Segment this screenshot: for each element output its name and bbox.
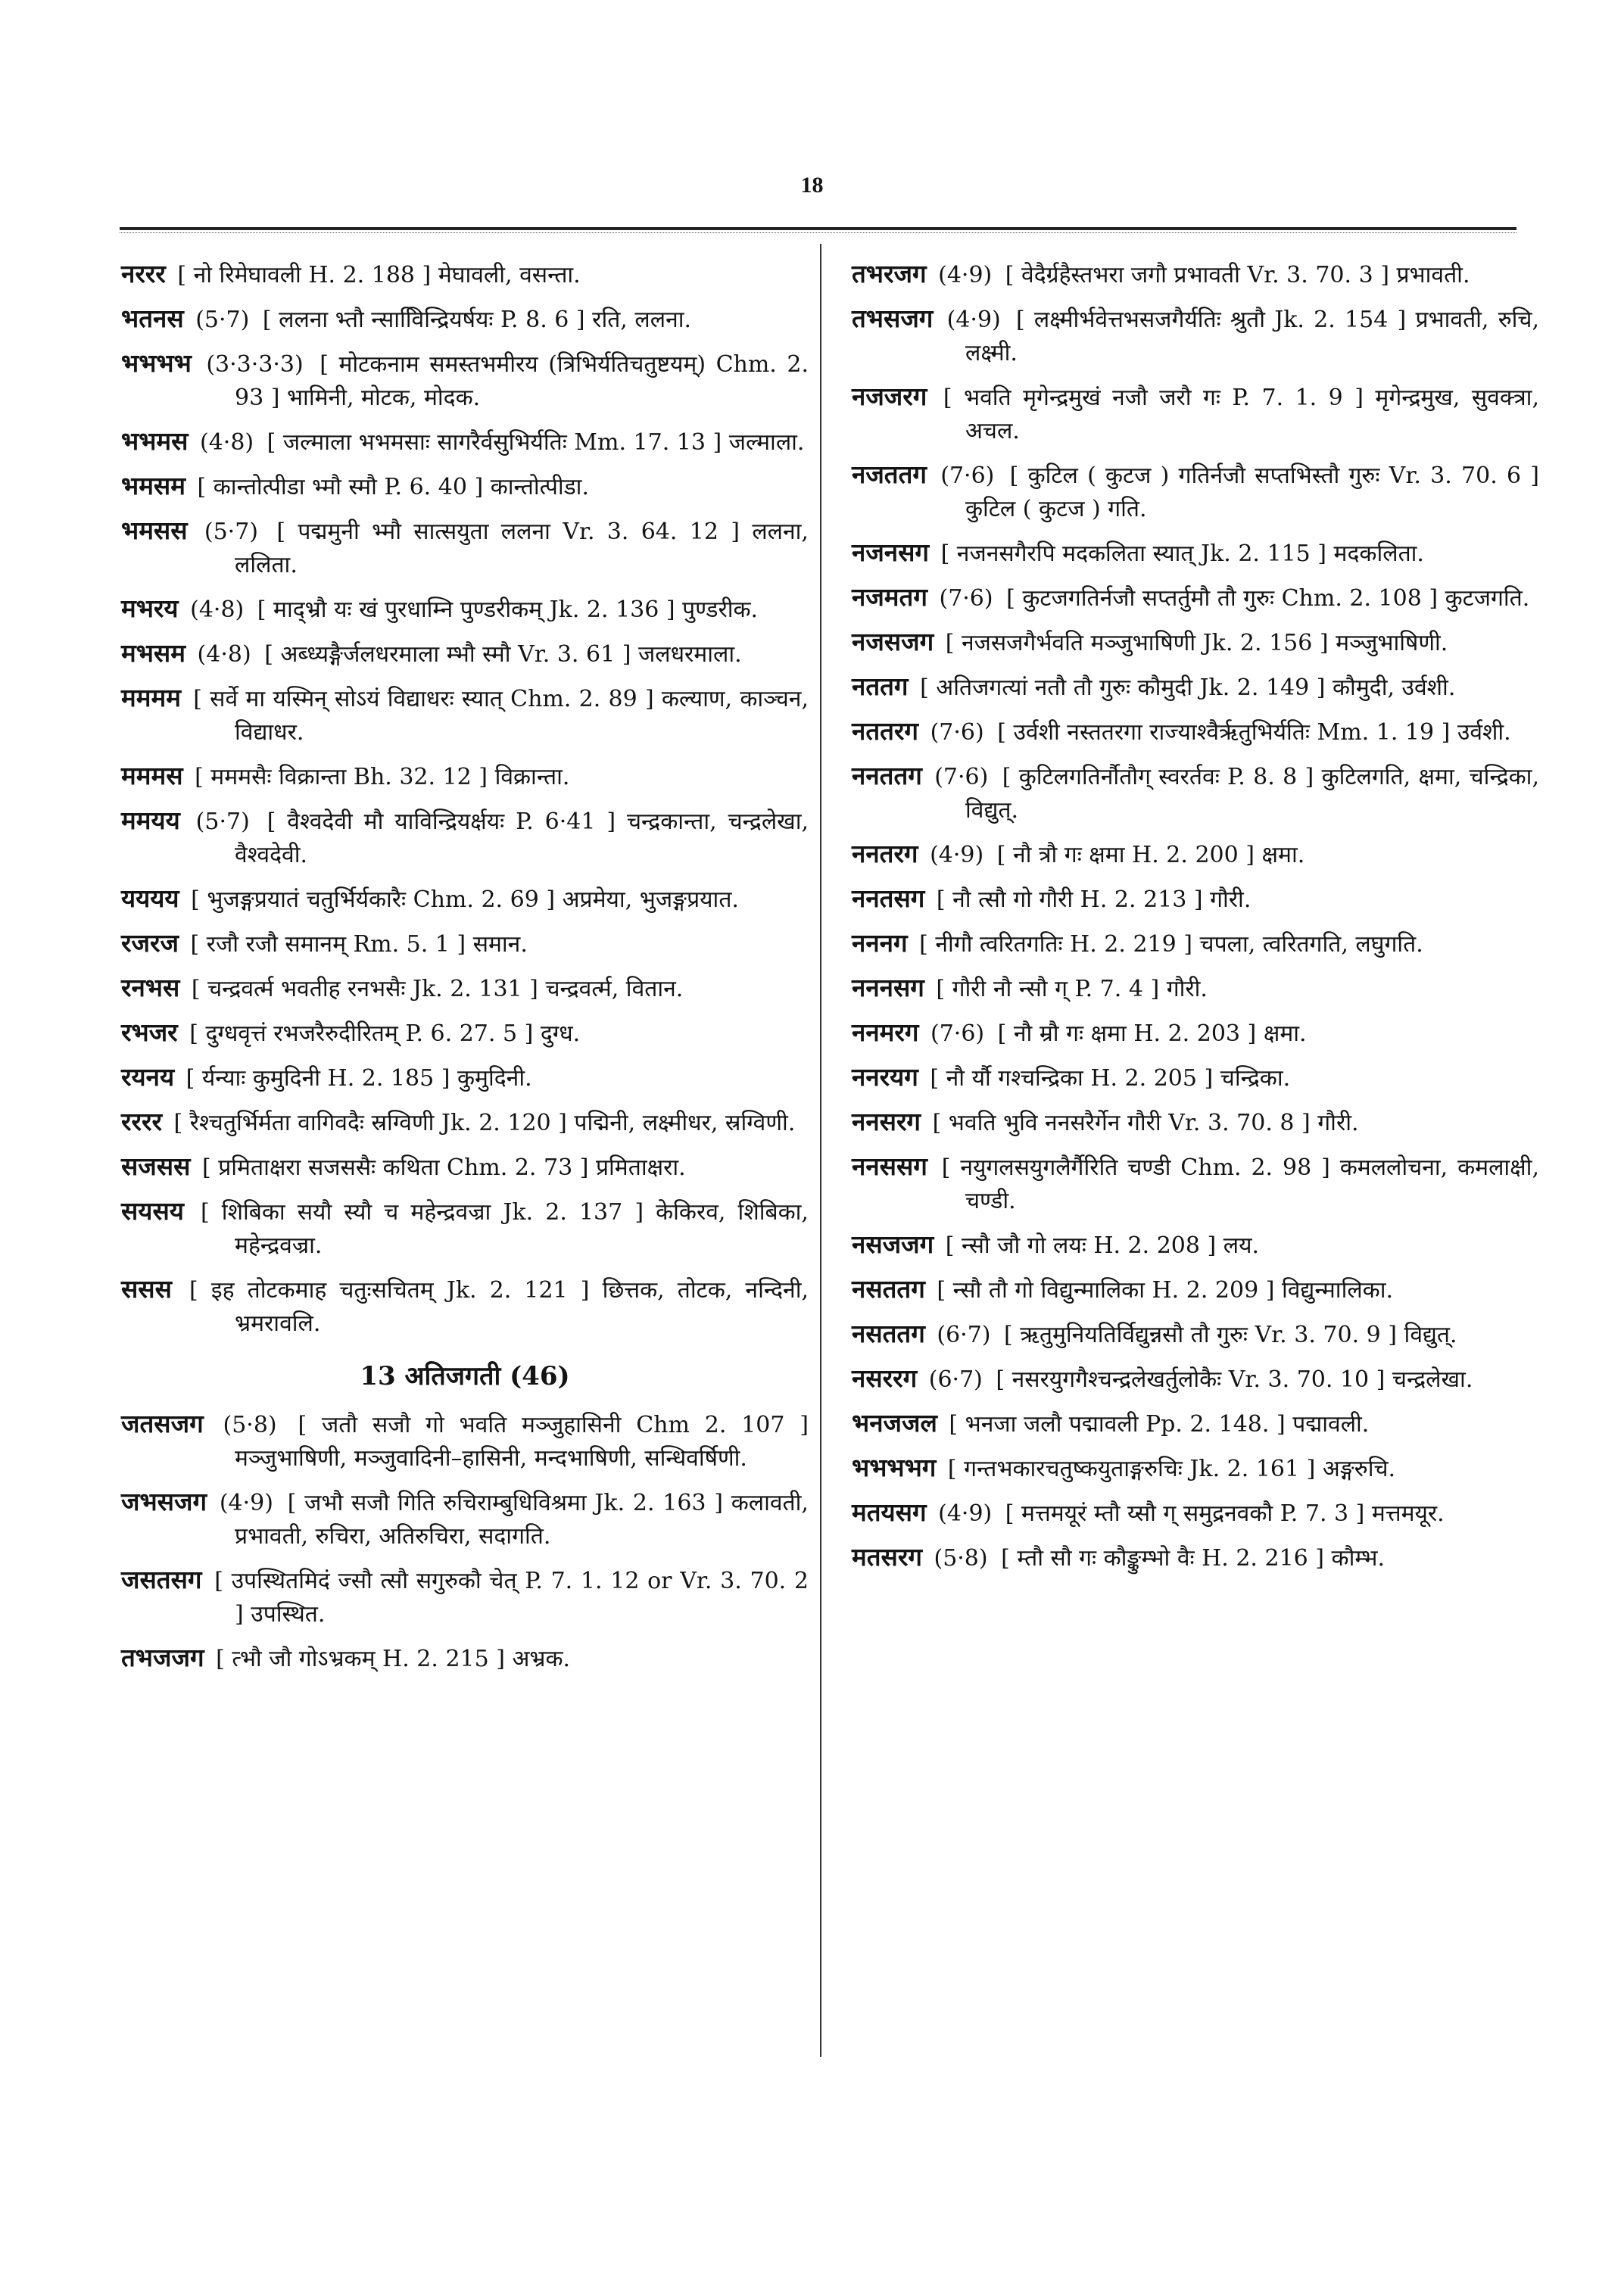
- entry-meters: मदकलिता.: [1333, 541, 1424, 567]
- entry-meters: कुटिल ( कुटज ) गति.: [965, 496, 1147, 522]
- entry-citation: [ र्यन्याः कुमुदिनी H. 2. 185 ]: [185, 1065, 450, 1092]
- meter-entry: [121, 469, 809, 504]
- meter-entry: [852, 1451, 1539, 1486]
- entry-key: ननततग: [852, 761, 922, 790]
- entry-key: ननससग: [852, 1151, 927, 1181]
- entry-meters: विद्युत्.: [1404, 1322, 1457, 1348]
- entry-key: जभसजग: [121, 1487, 207, 1516]
- entry-range: (4·8): [200, 429, 254, 456]
- meter-entry: [852, 380, 1539, 448]
- meter-entry: [852, 458, 1539, 526]
- entry-key: रजरज: [121, 928, 179, 958]
- entry-range: (4·9): [946, 307, 1001, 333]
- entry-citation: [ त्भौ जौ गोऽभ्रकम् H. 2. 215 ]: [216, 1646, 505, 1672]
- meter-entry: [121, 1016, 809, 1051]
- entry-range: (7·6): [934, 764, 989, 790]
- entry-range: (3·3·3·3): [206, 351, 304, 378]
- entry-key: नजमतग: [852, 582, 927, 612]
- meter-entry: [852, 882, 1539, 917]
- entry-citation: [ अब्ध्यङ्गैर्जलधरमाला म्भौ स्मौ Vr. 3. 61 ]: [264, 641, 631, 668]
- meter-entry: [121, 1105, 809, 1140]
- entry-key: मतसरग: [852, 1542, 922, 1572]
- entry-citation: [ नजसजगैर्भवति मञ्जुभाषिणी Jk. 2. 156 ]: [945, 630, 1329, 656]
- entry-citation: [ जतौ सजौ गो भवति मञ्जुहासिनी Chm 2. 107 ]: [298, 1412, 809, 1438]
- entry-range: (7·6): [940, 463, 995, 489]
- entry-key: भमसम: [121, 471, 185, 500]
- entry-meters: विद्युन्मालिका.: [1281, 1277, 1394, 1304]
- entry-range: (4·9): [219, 1490, 273, 1516]
- entry-range: (4·8): [190, 597, 245, 623]
- entry-meters: पद्मावली.: [1292, 1411, 1370, 1438]
- entry-citation: [ चन्द्रवर्त्म भवतीह रनभसैः Jk. 2. 131 ]: [191, 976, 538, 1002]
- entry-key: नसररग: [852, 1363, 918, 1393]
- entry-meters: क्षमा.: [1261, 842, 1305, 868]
- entry-meters: रति, ललना.: [592, 307, 692, 333]
- entry-citation: [ मोटकनाम समस्तभमीरय (त्रिभिर्यतिचतुष्टयम्) Chm. 2. 93 ]: [235, 351, 809, 411]
- meter-entry: [121, 971, 809, 1006]
- meter-entry: [121, 882, 809, 917]
- entry-citation: [ नयुगलसयुगलैर्गैरिति चण्डी Chm. 2. 98 ]: [941, 1154, 1330, 1181]
- meter-entry: [121, 637, 809, 671]
- entry-meters: कान्तोत्पीडा.: [490, 474, 589, 500]
- entry-meters: उपस्थित.: [251, 1601, 326, 1628]
- meter-entry: [852, 257, 1539, 292]
- entry-key: ननरयग: [852, 1062, 918, 1092]
- entry-citation: [ नौ त्सौ गो गौरी H. 2. 213 ]: [936, 886, 1203, 913]
- entry-key: रनभस: [121, 973, 180, 1002]
- entry-citation: [ मममसैः विक्रान्ता Bh. 32. 12 ]: [195, 764, 488, 790]
- entry-key: भमसस: [121, 516, 188, 545]
- entry-citation: [ न्सौ जौ गो लयः H. 2. 208 ]: [945, 1232, 1217, 1259]
- entry-meters: मत्तमयूर.: [1371, 1500, 1445, 1527]
- entry-meters: कमललोचना, कमलाक्षी, चण्डी.: [965, 1154, 1539, 1214]
- meter-entry: [852, 971, 1539, 1006]
- entry-key: नननसग: [852, 973, 924, 1002]
- entry-meters: क्षमा.: [1263, 1020, 1307, 1047]
- meter-entry: [852, 1496, 1539, 1531]
- entry-citation: [ ऋतुमुनियतिर्विद्युन्नसौ तौ गुरुः Vr. 3. 70. 9 ]: [1004, 1322, 1397, 1348]
- entry-range: (5·8): [223, 1412, 277, 1438]
- entry-range: (4·9): [938, 1500, 993, 1527]
- header-rule: [120, 227, 1516, 233]
- meter-entry: [121, 302, 809, 337]
- entry-citation: [ न्सौ तौ गो विद्युन्मालिका H. 2. 209 ]: [937, 1277, 1275, 1304]
- meter-entry: [852, 1061, 1539, 1095]
- meter-entry: [121, 425, 809, 460]
- entry-meters: अभ्रक.: [512, 1646, 571, 1672]
- entry-meters: कौम्भ.: [1331, 1545, 1385, 1572]
- meter-entry: [121, 1150, 809, 1185]
- entry-citation: [ भवति भुवि ननसरैर्गेन गौरी Vr. 3. 70. 8 ]: [932, 1110, 1311, 1136]
- entry-range: (5·7): [195, 808, 250, 835]
- entry-meters: गौरी.: [1210, 886, 1252, 913]
- entry-citation: [ रजौ रजौ समानम् Rm. 5. 1 ]: [190, 931, 466, 958]
- entry-key: नररर: [121, 259, 166, 288]
- meter-entry: [852, 759, 1539, 827]
- entry-meters: समान.: [472, 931, 528, 958]
- meter-entry: [121, 681, 809, 749]
- entry-citation: [ गन्तभकारचतुष्कयुताङ्गरुचिः Jk. 2. 161 ]: [947, 1456, 1316, 1482]
- entry-meters: चन्द्रलेखा.: [1392, 1366, 1473, 1393]
- entry-citation: [ भुजङ्गप्रयातं चतुर्भिर्यकारैः Chm. 2. 69 ]: [191, 886, 556, 913]
- meter-entry: [852, 837, 1539, 872]
- entry-meters: प्रमिताक्षरा.: [595, 1154, 686, 1181]
- entry-key: जसतसग: [121, 1565, 202, 1594]
- meter-entry: [121, 1485, 809, 1553]
- entry-meters: कौमुदी, उर्वशी.: [1333, 675, 1456, 701]
- entry-meters: चपला, त्वरितगति, लघुगति.: [1199, 931, 1423, 958]
- entry-citation: [ भवति मृगेन्द्रमुखं नजौ जरौ गः P. 7. 1. 9 ]: [943, 385, 1364, 411]
- meter-entry: [852, 1016, 1539, 1051]
- entry-range: (5·8): [934, 1545, 988, 1572]
- entry-key: नजनसग: [852, 537, 930, 567]
- entry-citation: [ जल्माला भभमसाः सागरैर्वसुभिर्यतिः Mm. 17. 13 ]: [267, 429, 722, 456]
- entry-range: (7·6): [939, 585, 993, 612]
- entry-meters: जलधरमाला.: [637, 641, 742, 668]
- entry-key: सजसस: [121, 1151, 191, 1181]
- entry-range: (5·7): [195, 307, 250, 333]
- entry-key: भनजजल: [852, 1408, 937, 1438]
- entry-key: सयसय: [121, 1196, 184, 1226]
- meter-entry: [852, 1541, 1539, 1575]
- meter-entry: [852, 1105, 1539, 1140]
- left-column: [121, 257, 809, 1686]
- meter-entry: [852, 625, 1539, 660]
- meter-entry: [121, 804, 809, 872]
- page-number: 18: [800, 173, 824, 198]
- entry-meters: अप्रमेया, भुजङ्गप्रयात.: [562, 886, 739, 913]
- meter-entry: [852, 1407, 1539, 1441]
- entry-citation: [ जभौ सजौ गिति रुचिराम्बुधिविश्रमा Jk. 2. 163 ]: [287, 1490, 723, 1516]
- entry-meters: गौरी.: [1166, 976, 1208, 1002]
- entry-key: मभरय: [121, 594, 179, 623]
- entry-citation: [ उर्वशी नस्ततरगा राज्याश्वैर्ऋतुभिर्यतिः Mm. 1. 19 ]: [997, 719, 1451, 746]
- entry-meters: प्रभावती, रुचि, लक्ष्मी.: [965, 307, 1539, 366]
- entry-key: रभजर: [121, 1017, 178, 1047]
- entry-range: (6·7): [928, 1366, 983, 1393]
- entry-meters: चन्द्रिका.: [1220, 1065, 1291, 1092]
- entry-key: मममस: [121, 761, 183, 790]
- entry-citation: [ लक्ष्मीर्भवेत्तभसजगैर्यतिः श्रुतौ Jk. 2. 154 ]: [1015, 307, 1407, 333]
- meter-entry: [852, 670, 1539, 705]
- entry-key: नततग: [852, 671, 909, 701]
- entry-meters: जल्माला.: [728, 429, 805, 456]
- meter-entry: [121, 592, 809, 627]
- entry-meters: प्रभावती.: [1396, 262, 1470, 288]
- meter-entry: [121, 1195, 809, 1263]
- entry-citation: [ कुटिल ( कुटज ) गतिर्नजौ सप्तभिस्तौ गुरुः Vr. 3. 70. 6 ]: [1009, 463, 1539, 489]
- right-column: [852, 257, 1539, 1585]
- meter-entry: [121, 759, 809, 794]
- entry-key: रयनय: [121, 1062, 175, 1092]
- section-heading: 13 अतिजगती (46): [360, 1361, 570, 1391]
- meter-entry: [852, 1150, 1539, 1218]
- entry-meters: कुमुदिनी.: [457, 1065, 532, 1092]
- entry-citation: [ प्रमिताक्षरा सजससैः कथिता Chm. 2. 73 ]: [201, 1154, 589, 1181]
- left-entries-top: [121, 257, 809, 1341]
- entry-key: ननतसग: [852, 883, 925, 913]
- entry-citation: [ माद्भ्रौ यः खं पुरधाम्नि पुण्डरीकम् Jk. 2. 136 ]: [257, 597, 675, 623]
- entry-key: ममयय: [121, 805, 180, 835]
- entry-key: भतनस: [121, 304, 184, 333]
- entry-citation: [ दुग्धवृत्तं रभजरैरुदीरितम् P. 6. 27. 5 ]: [189, 1020, 534, 1047]
- entry-citation: [ गौरी नौ न्सौ ग् P. 7. 4 ]: [936, 976, 1160, 1002]
- meter-entry: [852, 715, 1539, 749]
- meter-entry: [852, 302, 1539, 370]
- entry-citation: [ भनजा जलौ पद्मावली Pp. 2. 148. ]: [949, 1411, 1286, 1438]
- entry-key: भभमस: [121, 426, 189, 456]
- entry-key: नसततग: [852, 1274, 925, 1304]
- entry-citation: [ इह तोटकमाह चतुःसचितम् Jk. 2. 121 ]: [189, 1277, 590, 1304]
- meter-entry: [121, 927, 809, 961]
- entry-key: तभरजग: [852, 259, 927, 288]
- entry-citation: [ वैश्वदेवी मौ याविन्द्रियर्क्षयः P. 6·41 ]: [267, 808, 616, 835]
- entry-citation: [ अतिजगत्यां नतौ तौ गुरुः कौमुदी Jk. 2. 149 ]: [920, 675, 1326, 701]
- entry-citation: [ ललना भ्तौ न्सावििन्द्रियर्षयः P. 8. 6 ]: [262, 307, 585, 333]
- entry-meters: उर्वशी.: [1457, 719, 1511, 746]
- entry-key: यययय: [121, 883, 179, 913]
- entry-meters: कल्याण, काञ्चन, विद्याधर.: [235, 686, 809, 746]
- meter-entry: [121, 1407, 809, 1475]
- entry-meters: चन्द्रकान्ता, चन्द्रलेखा, वैश्वदेवी.: [235, 808, 809, 868]
- meter-entry: [852, 927, 1539, 961]
- entry-meters: चन्द्रवर्त्म, वितान.: [545, 976, 684, 1002]
- entry-range: (4·8): [197, 641, 251, 668]
- entry-key: नततरग: [852, 716, 919, 746]
- entry-meters: मञ्जुभाषिणी, मञ्जुवादिनी–हासिनी, मन्दभाषिणी, सन्धिवर्षिणी.: [235, 1445, 747, 1472]
- entry-meters: दुग्ध.: [540, 1020, 581, 1047]
- entry-meters: छित्तक, तोटक, नन्दिनी, भ्रमरावलि.: [235, 1277, 809, 1337]
- entry-key: भभभभ: [121, 348, 192, 378]
- meter-entry: [852, 1273, 1539, 1307]
- entry-citation: [ कुटजगतिर्नजौ सप्तर्तुमौ तौ गुरुः Chm. 2. 108 ]: [1006, 585, 1439, 612]
- entry-meters: पद्मिनी, लक्ष्मीधर, स्रग्विणी.: [574, 1110, 796, 1136]
- entry-citation: [ सर्वे मा यस्मिन् सोऽयं विद्याधरः स्यात् Chm. 2. 89 ]: [193, 686, 654, 712]
- entry-range: (4·9): [938, 262, 993, 288]
- right-entries: [852, 257, 1539, 1575]
- entry-key: जतसजग: [121, 1409, 204, 1438]
- entry-range: (7·6): [930, 1020, 985, 1047]
- entry-meters: मञ्जुभाषिणी.: [1336, 630, 1448, 656]
- entry-citation: [ नौ म्रौ गः क्षमा H. 2. 203 ]: [997, 1020, 1257, 1047]
- entry-meters: मेघावली, वसन्ता.: [438, 262, 581, 288]
- entry-meters: कुटिलगति, क्षमा, चन्द्रिका, विद्युत्.: [965, 764, 1539, 824]
- entry-key: तभजजग: [121, 1643, 204, 1672]
- entry-key: ससस: [121, 1274, 172, 1304]
- entry-citation: [ रैश्चतुर्भिर्मता वागिवदैः स्रग्विणी Jk. 2. 120 ]: [173, 1110, 567, 1136]
- entry-citation: [ नीगौ त्वरितगतिः H. 2. 219 ]: [919, 931, 1192, 958]
- entry-range: (6·7): [937, 1322, 991, 1348]
- entry-meters: गौरी.: [1317, 1110, 1359, 1136]
- entry-key: ननमरग: [852, 1017, 919, 1047]
- left-entries-bottom: [121, 1407, 809, 1676]
- entry-key: नननग: [852, 928, 908, 958]
- entry-meters: विक्रान्ता.: [494, 764, 570, 790]
- entry-key: नसजजग: [852, 1229, 934, 1259]
- entry-citation: [ उपस्थितमिदं ज्सौ त्सौ सगुरुकौ चेत् P. 7. 1. 12 or Vr. 3. 70. 2 ]: [214, 1568, 809, 1628]
- entry-meters: केकिरव, शिबिका, महेन्द्रवज्रा.: [235, 1199, 809, 1259]
- entry-meters: ललना, ललिता.: [235, 519, 809, 578]
- entry-citation: [ पद्ममुनी भ्मौ सात्सयुता ललना Vr. 3. 64. 12 ]: [276, 519, 740, 545]
- meter-entry: [852, 536, 1539, 571]
- entry-citation: [ नजनसगैरपि मदकलिता स्यात् Jk. 2. 115 ]: [940, 541, 1326, 567]
- meter-entry: [852, 1317, 1539, 1352]
- entry-range: (5·7): [204, 519, 259, 545]
- entry-meters: लय.: [1223, 1232, 1260, 1259]
- entry-key: रररर: [121, 1107, 162, 1136]
- entry-key: तभसजग: [852, 304, 934, 333]
- entry-meters: पुण्डरीक.: [682, 597, 759, 623]
- entry-citation: [ कुटिलगतिर्नौतौग् स्वरर्तवः P. 8. 8 ]: [1002, 764, 1314, 790]
- meter-entry: [121, 1563, 809, 1631]
- entry-citation: [ नौ त्रौ गः क्षमा H. 2. 200 ]: [996, 842, 1255, 868]
- entry-meters: कलावती, प्रभावती, रुचिरा, अतिरुचिरा, सदागति.: [235, 1490, 809, 1550]
- meter-entry: [121, 1061, 809, 1095]
- meter-entry: [121, 1641, 809, 1676]
- meter-entry: [121, 1273, 809, 1341]
- meter-entry: [121, 347, 809, 415]
- entry-citation: [ वेदैर्ग्रहैस्तभरा जगौ प्रभावती Vr. 3. 70. 3 ]: [1005, 262, 1389, 288]
- meter-entry: [121, 257, 809, 292]
- entry-key: मभसम: [121, 638, 185, 668]
- meter-entry: [852, 1228, 1539, 1263]
- entry-key: नजजरग: [852, 382, 927, 411]
- entry-key: मतयसग: [852, 1497, 927, 1527]
- entry-citation: [ नो रिमेघावली H. 2. 188 ]: [177, 262, 432, 288]
- entry-citation: [ नसरयुगगैश्चन्द्रलेखर्तुलोकैः Vr. 3. 70. 10 ]: [996, 1366, 1386, 1393]
- entry-key: नजसजग: [852, 627, 934, 656]
- entry-citation: [ मत्तमयूरं म्तौ य्सौ ग् समुद्रनवकौ P. 7. 3 ]: [1005, 1500, 1365, 1527]
- column-divider: [820, 244, 821, 2057]
- entry-citation: [ म्तौ सौ गः कौङ्कुम्भो वैः H. 2. 216 ]: [1001, 1545, 1324, 1572]
- meter-entry: [121, 514, 809, 582]
- entry-key: ननतरग: [852, 839, 918, 868]
- entry-key: नसततग: [852, 1319, 925, 1348]
- entry-key: नजततग: [852, 460, 927, 489]
- meter-entry: [852, 1362, 1539, 1397]
- entry-key: भभभभग: [852, 1453, 937, 1482]
- entry-range: (7·6): [930, 719, 984, 746]
- entry-citation: [ कान्तोत्पीडा भ्मौ स्मौ P. 6. 40 ]: [197, 474, 484, 500]
- entry-citation: [ नौ र्यौ गश्चन्द्रिका H. 2. 205 ]: [930, 1065, 1214, 1092]
- meter-entry: [852, 581, 1539, 615]
- entry-meters: अङ्गरुचि.: [1322, 1456, 1396, 1482]
- entry-range: (4·9): [930, 842, 984, 868]
- entry-meters: भामिनी, मोटक, मोदक.: [286, 385, 481, 411]
- entry-citation: [ शिबिका सयौ स्यौ च महेन्द्रवज्रा Jk. 2. 137 ]: [201, 1199, 644, 1226]
- entry-key: ननसरग: [852, 1107, 921, 1136]
- entry-meters: मृगेन्द्रमुख, सुवक्त्रा, अचल.: [965, 385, 1539, 444]
- entry-meters: कुटजगति.: [1445, 585, 1530, 612]
- entry-key: मममम: [121, 683, 181, 712]
